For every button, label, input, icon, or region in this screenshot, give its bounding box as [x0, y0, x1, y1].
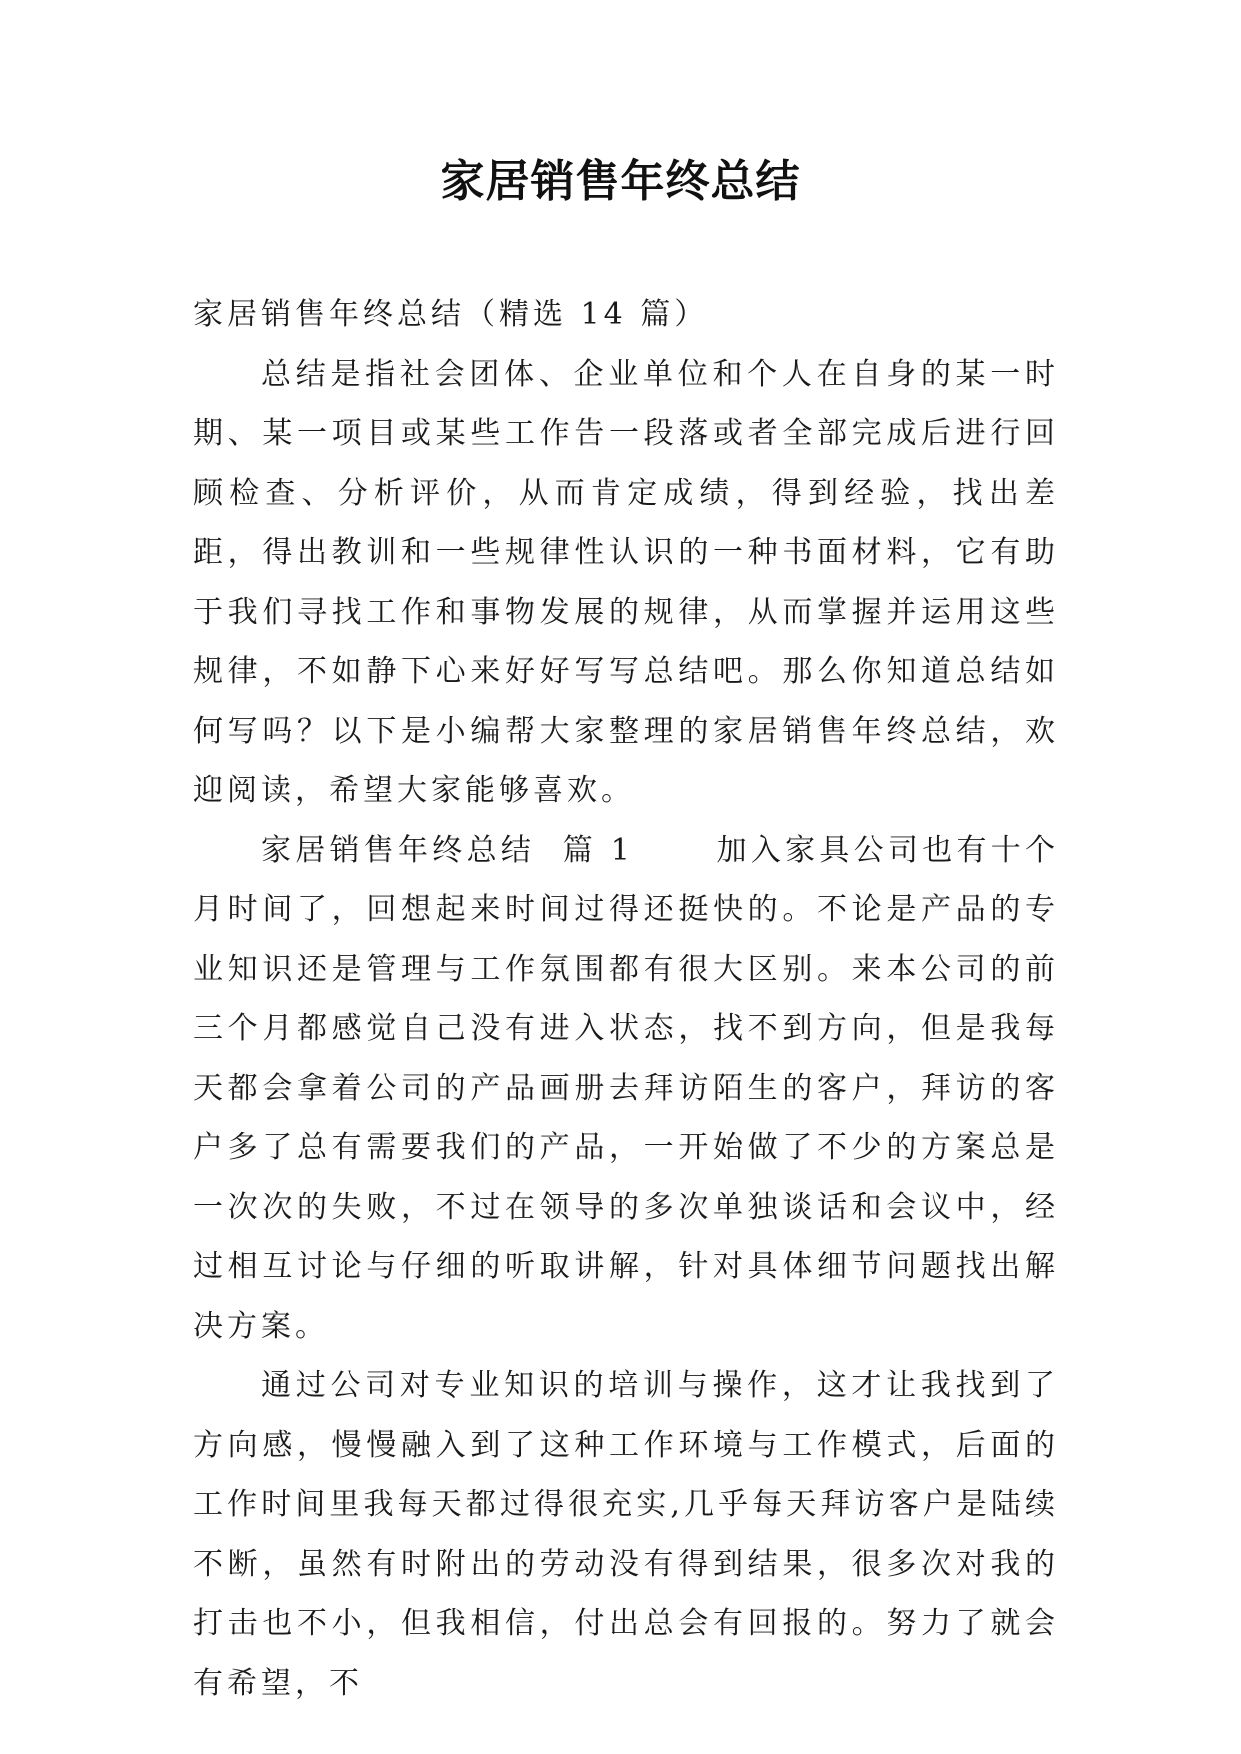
document-title: 家居销售年终总结: [440, 156, 801, 207]
paragraph-part-1: 家居销售年终总结 篇 1 加入家具公司也有十个月时间了，回想起来时间过得还挺快的。不论是产品的专业知识还是管理与工作氛围都有很大区别。来本公司的前三个月都感觉自己没有进入状态，找不到方向，但是我每天都会拿着公司的产品画册去拜访陌生的客户，拜访的客户多了总有需要我们的产品，一开始做了不少的方案总是一次次的失败，不过在领导的多次单独谈话和会议中，经过相互讨论与仔细的听取讲解，针对具体细节问题找出解决方案。: [193, 832, 1059, 1344]
paragraph-intro: 总结是指社会团体、企业单位和个人在自身的某一时期、某一项目或某些工作告一段落或者全部完成后进行回顾检查、分析评价，从而肯定成绩，得到经验，找出差距，得出教训和一些规律性认识的一种书面材料，它有助于我们寻找工作和事物发展的规律，从而掌握并运用这些规律，不如静下心来好好写写总结吧。那么你知道总结如何写吗？以下是小编帮大家整理的家居销售年终总结，欢迎阅读，希望大家能够喜欢。: [193, 356, 1059, 808]
paragraph-training: 通过公司对专业知识的培训与操作，这才让我找到了方向感，慢慢融入到了这种工作环境与工作模式，后面的工作时间里我每天都过得很充实,几乎每天拜访客户是陆续不断，虽然有时附出的劳动没有得到结果，很多次对我的打击也不小，但我相信，付出总会有回报的。努力了就会有希望，不: [193, 1368, 1059, 1701]
document-body: [193, 285, 1059, 1713]
document-subtitle: 家居销售年终总结（精选 14 篇）: [193, 297, 709, 332]
